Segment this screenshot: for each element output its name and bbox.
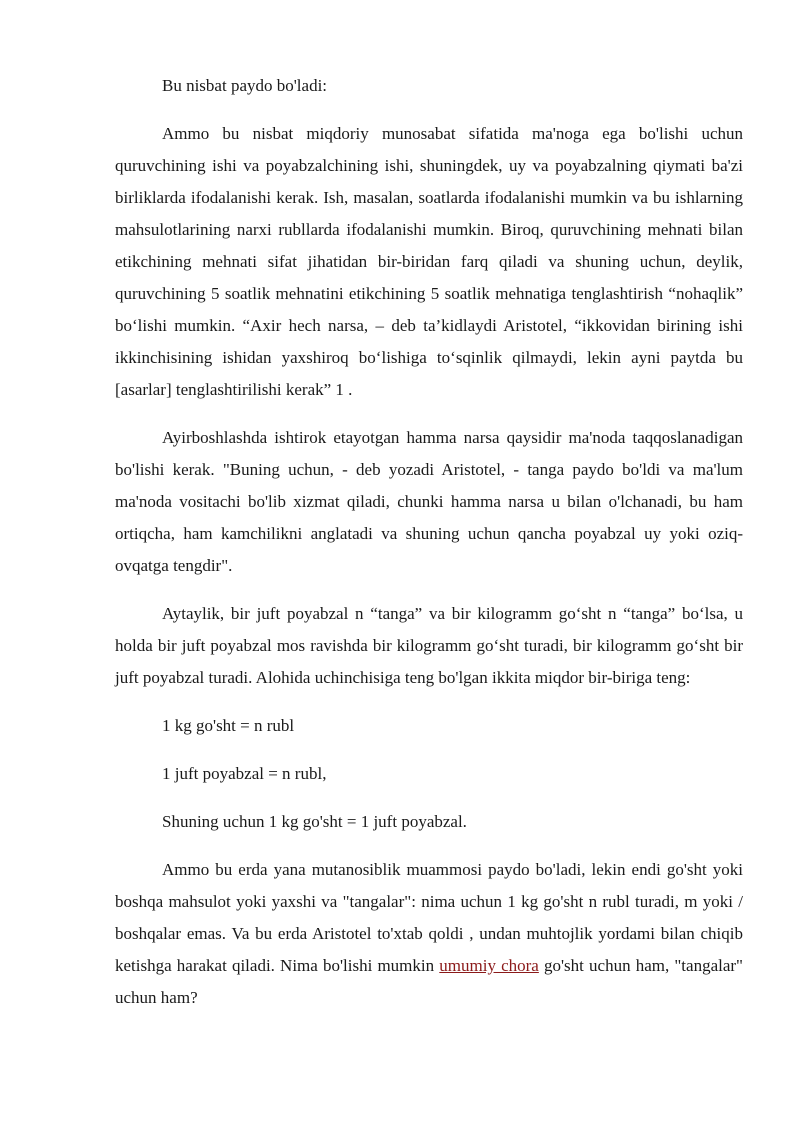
paragraph-4-text-start: Ammo bu erda yana mutanosiblik muammosi paydo bo'ladi, lekin endi go'sht yoki boshqa mahsulot yoki yaxshi va "tangalar": nima uchun 1 kg go'sht n rubl turadi, m yoki / boshqalar emas. Va bu erda Aristotel to'xtab qoldi , undan muhtojlik yordami bilan chiqib ketishga harakat qiladi. Nima bo'lishi mumkin xyxy=(115,860,743,975)
document-page xyxy=(115,70,743,1030)
intro-line: Bu nisbat paydo bo'ladi: xyxy=(162,76,328,95)
paragraph-4 xyxy=(115,854,743,1014)
equation-3: Shuning uchun 1 kg go'sht = 1 juft poyabzal. xyxy=(162,812,467,831)
paragraph-2: Ayirboshlashda ishtirok etayotgan hamma narsa qaysidir ma'noda taqqoslanadigan bo'lishi kerak. "Buning uchun, - deb yozadi Aristotel, - tanga paydo bo'ldi va ma'lum ma'noda vositachi bo'lib xizmat qiladi, chunki hamma narsa u bilan o'lchanadi, bu ham ortiqcha, ham kamchilikni anglatadi va shuning uchun qancha poyabzal uy yoki oziq-ovqatga tengdir". xyxy=(115,428,743,575)
paragraph-3: Aytaylik, bir juft poyabzal n “tanga” va bir kilogramm go‘sht n “tanga” bo‘lsa, u holda bir juft poyabzal mos ravishda bir kilogramm go‘sht turadi, bir kilogramm go‘sht bir juft poyabzal turadi. Alohida uchinchisiga teng bo'lgan ikkita miqdor bir-biriga teng: xyxy=(115,604,743,687)
umumiy-chora-link[interactable]: umumiy chora xyxy=(439,956,539,975)
paragraph-1: Ammo bu nisbat miqdoriy munosabat sifatida ma'noga ega bo'lishi uchun quruvchining ishi va poyabzalchining ishi, shuningdek, uy va poyabzalning qiymati ba'zi birliklarda ifodalanishi kerak. Ish, masalan, soatlarda ifodalanishi mumkin va bu ishlarning mahsulotlarining narxi rubllarda ifodalanishi mumkin. Biroq, quruvchining mehnati bilan etikchining mehnati sifat jihatidan bir-biridan farq qiladi va shuning uchun, deylik, quruvchining 5 soatlik mehnatini etikchining 5 soatlik mehnatiga tenglashtirish “nohaqlik” bo‘lishi mumkin. “Axir hech narsa, – deb ta’kidlaydi Aristotel, “ikkovidan birining ishi ikkinchisining ishidan yaxshiroq bo‘lishiga to‘sqinlik qilmaydi, lekin ayni paytda bu [asarlar] tenglashtirilishi kerak” 1 . xyxy=(115,124,743,399)
equation-2: 1 juft poyabzal = n rubl, xyxy=(162,764,327,783)
equation-1: 1 kg go'sht = n rubl xyxy=(162,716,295,735)
paragraph-4-text-end: go'sht uchun ham, "tangalar" uchun ham? xyxy=(115,956,743,1007)
